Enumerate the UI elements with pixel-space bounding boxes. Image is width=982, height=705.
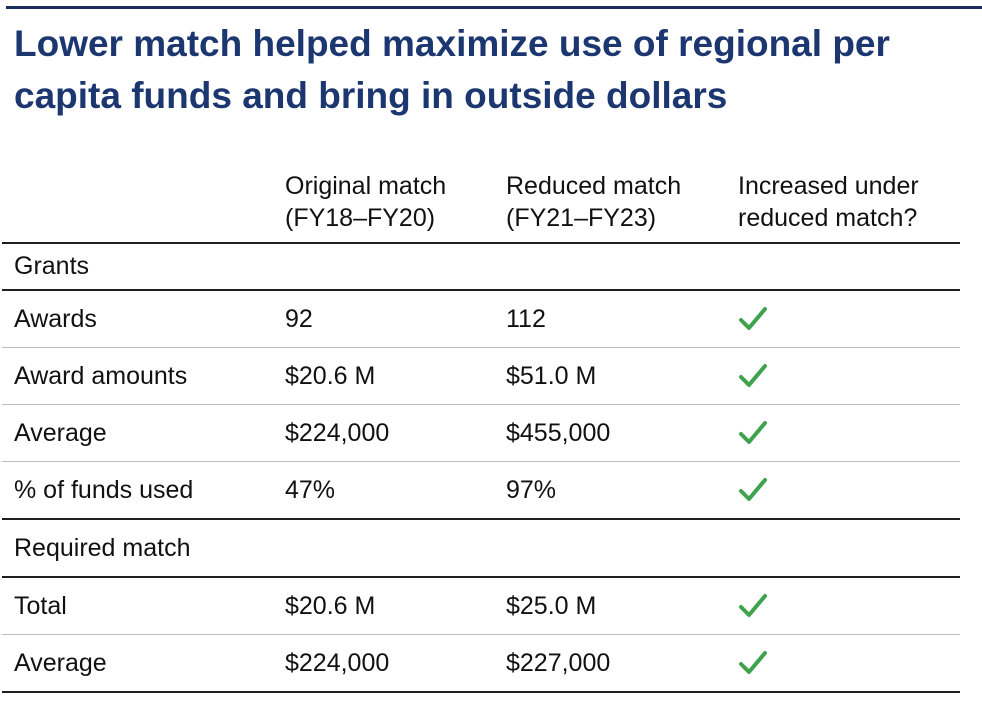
check-icon <box>738 405 768 461</box>
table-row <box>2 578 960 635</box>
top-rule <box>6 6 982 9</box>
row-label: Average <box>14 648 107 677</box>
header-increased: Increased under reduced match? <box>738 172 919 232</box>
reduced-value: $455,000 <box>506 418 611 447</box>
row-label: % of funds used <box>14 475 194 504</box>
table-row <box>2 291 960 348</box>
header-reduced-match: Reduced match (FY21–FY23) <box>506 172 682 232</box>
reduced-value: $25.0 M <box>506 591 597 620</box>
section-row-required-match <box>2 520 960 578</box>
page-title: Lower match helped maximize use of regional per capita funds and bring in outside dollars <box>14 23 890 116</box>
header-original-match: Original match (FY18–FY20) <box>285 172 447 232</box>
original-value: 92 <box>285 304 313 333</box>
comparison-table <box>2 168 960 693</box>
original-value: $20.6 M <box>285 591 376 620</box>
section-row-grants <box>2 244 960 291</box>
reduced-value: $227,000 <box>506 648 611 677</box>
table-row <box>2 635 960 693</box>
check-icon <box>738 462 768 518</box>
table-header-row <box>2 168 960 244</box>
reduced-value: $51.0 M <box>506 361 597 390</box>
check-icon <box>738 578 768 634</box>
section-label: Required match <box>14 533 191 562</box>
original-value: $20.6 M <box>285 361 376 390</box>
table-row <box>2 405 960 462</box>
row-label: Awards <box>14 304 97 333</box>
check-icon <box>738 291 768 347</box>
table-row <box>2 462 960 520</box>
reduced-value: 97% <box>506 475 557 504</box>
original-value: $224,000 <box>285 418 390 447</box>
reduced-value: 112 <box>506 304 546 333</box>
row-label: Average <box>14 418 107 447</box>
table-row <box>2 348 960 405</box>
row-label: Award amounts <box>14 361 188 390</box>
row-label: Total <box>14 591 67 620</box>
section-label: Grants <box>14 252 90 280</box>
original-value: 47% <box>285 475 336 504</box>
original-value: $224,000 <box>285 648 390 677</box>
check-icon <box>738 348 768 404</box>
check-icon <box>738 635 768 691</box>
